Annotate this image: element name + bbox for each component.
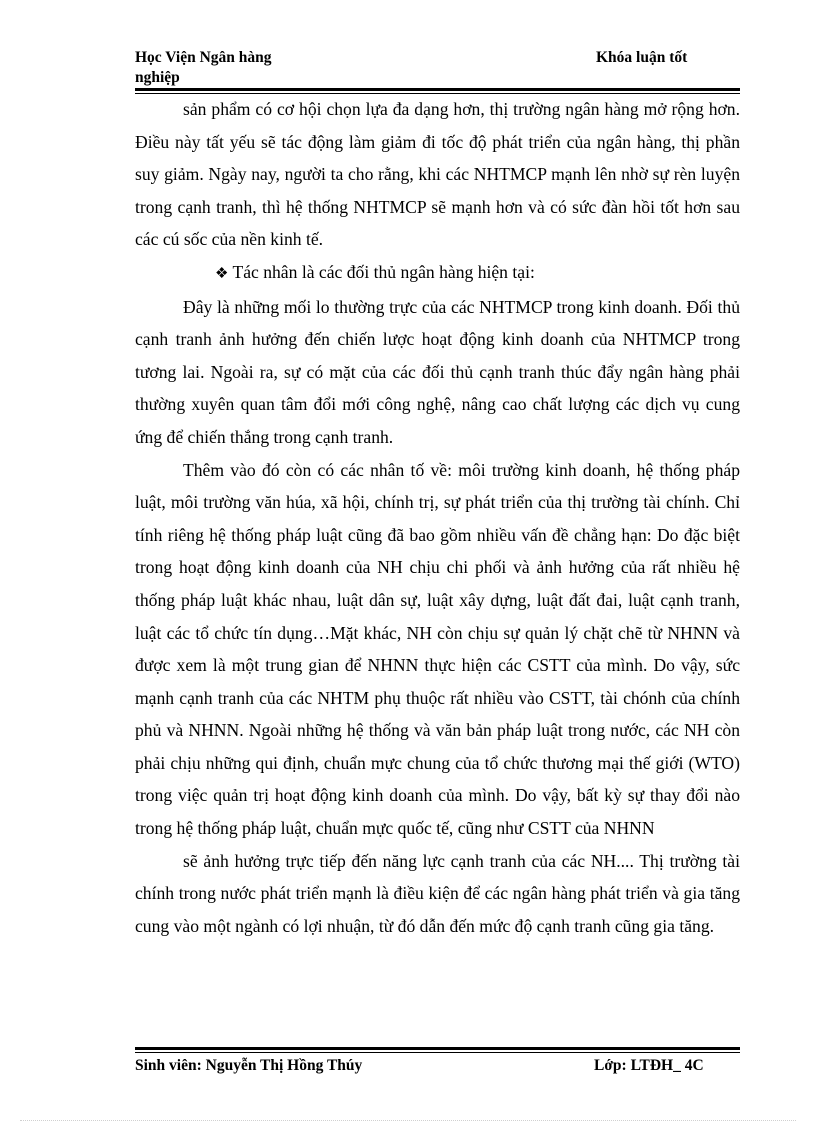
footer-student: Sinh viên: Nguyễn Thị Hồng Thúy: [135, 1057, 363, 1074]
bullet-heading-text: Tác nhân là các đối thủ ngân hàng hiện tại:: [232, 261, 535, 282]
page-edge-dotted-line: [20, 1120, 796, 1121]
paragraph-continuation: sản phẩm có cơ hội chọn lựa đa dạng hơn, thị trường ngân hàng mở rộng hơn. Điều này tất yếu sẽ tác động làm giảm đi tốc độ phát triển của ngân hàng, thị phần suy giảm. Ngày nay, người ta cho rằng, khi các NHTMCP mạnh lên nhờ sự rèn luyện trong cạnh tranh, thì hệ thống NHTMCP sẽ mạnh hơn và có sức đàn hồi tốt hơn sau các cú sốc của nền kinh tế.: [135, 99, 740, 250]
paragraph-impact: sẽ ảnh hưởng trực tiếp đến năng lực cạnh tranh của các NH.... Thị trường tài chính trong nước phát triển mạnh là điều kiện để các ngân hàng phát triển và gia tăng cung vào một ngành có lợi nhuận, từ đó dẫn đến mức độ cạnh tranh cũng gia tăng.: [135, 850, 740, 936]
footer-class: Lớp: LTĐH_ 4C: [594, 1057, 704, 1074]
header-document-type: Khóa luận tốt: [596, 49, 688, 66]
page-body: [135, 93, 740, 942]
bullet-heading: [135, 256, 740, 291]
footer-rule-thin: [135, 1052, 740, 1053]
diamond-bullet-icon: ❖: [215, 265, 229, 282]
footer-rule-thick: [135, 1047, 740, 1050]
paragraph-factors: Thêm vào đó còn có các nhân tố về: môi trường kinh doanh, hệ thống pháp luật, môi trường văn húa, xã hội, chính trị, sự phát triển của thị trường tài chính. Chỉ tính riêng hệ thống pháp luật cũng đã bao gồm nhiều vấn đề chẳng hạn: Do đặc biệt trong hoạt động kinh doanh của NH chịu chi phối và ảnh hưởng của rất nhiều hệ thống pháp luật khác nhau, luật dân sự, luật xây dựng, luật đất đai, luật cạnh tranh, luật các tổ chức tín dụng…Mặt khác, NH còn chịu sự quản lý chặt chẽ từ NHNN và được xem là một trung gian để NHNN thực hiện các CSTT của mình. Do vậy, sức mạnh cạnh tranh của các NHTM phụ thuộc rất nhiều vào CSTT, tài chónh của chính phủ và NHNN. Ngoài những hệ thống và văn bản pháp luật trong nước, các NH còn phải chịu những qui định, chuẩn mực chung của tổ chức thương mại thế giới (WTO) trong việc quản trị hoạt động kinh doanh của mình. Do vậy, bất kỳ sự thay đổi nào trong hệ thống pháp luật, chuẩn mực quốc tế, cũng như CSTT của NHNN: [135, 459, 740, 839]
header-institution: Học Viện Ngân hàng nghiệp: [135, 49, 272, 86]
page-header: [135, 48, 740, 88]
page-footer: [135, 1056, 740, 1078]
header-rule-thick: [135, 88, 740, 91]
paragraph-competitors: Đây là những mối lo thường trực của các NHTMCP trong kinh doanh. Đối thủ cạnh tranh ảnh hưởng đến chiến lược hoạt động kinh doanh của NHTMCP trong tương lai. Ngoài ra, sự có mặt của các đối thủ cạnh tranh thúc đẩy ngân hàng phải thường xuyên quan tâm đổi mới công nghệ, nâng cao chất lượng các dịch vụ cung ứng để chiến thắng trong cạnh tranh.: [135, 296, 740, 447]
